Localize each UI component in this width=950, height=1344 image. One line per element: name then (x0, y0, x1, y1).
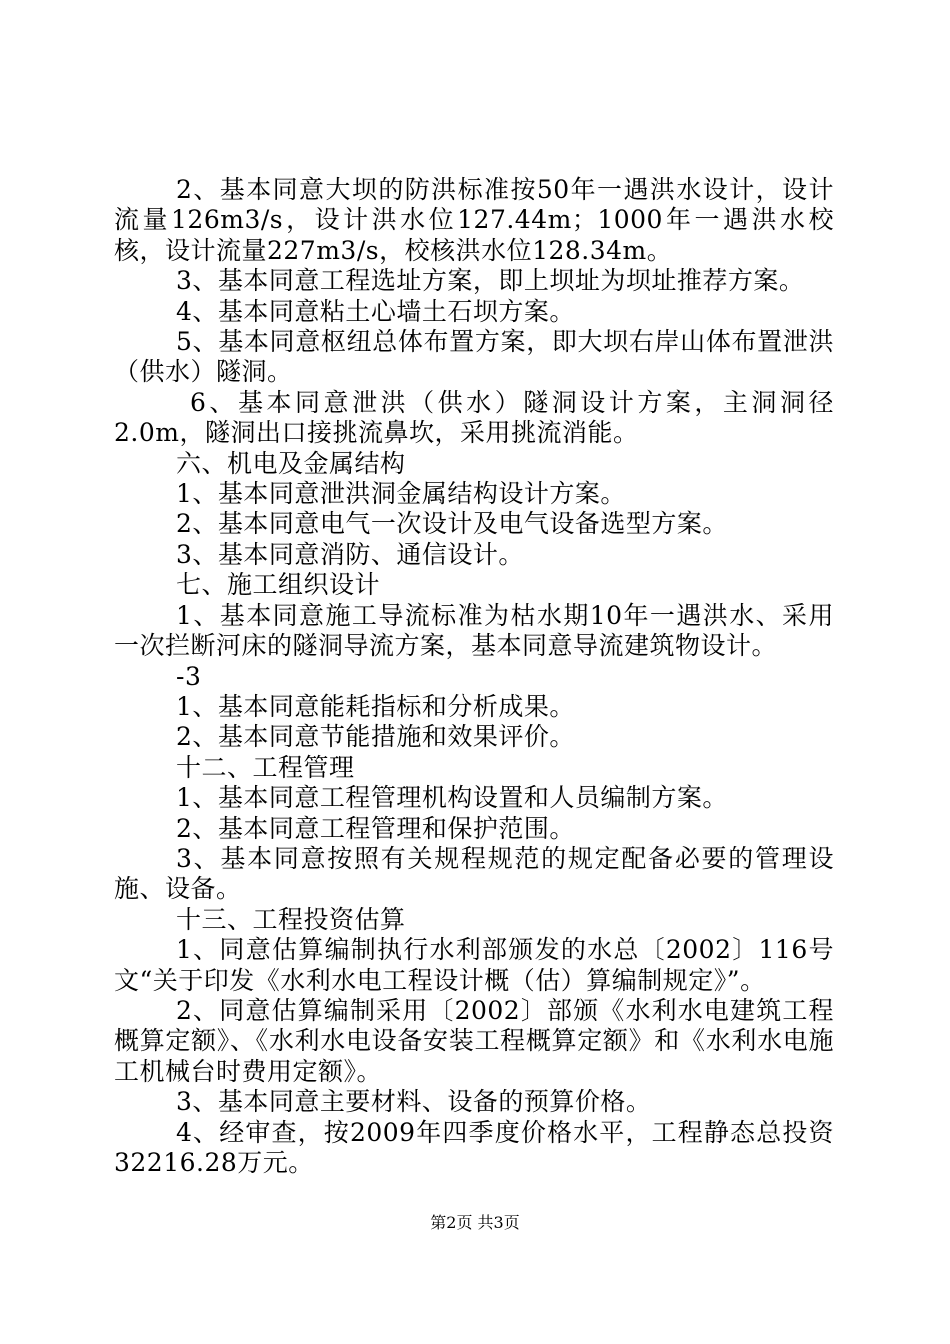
paragraph-hub-layout: 5、基本同意枢纽总体布置方案，即大坝右岸山体布置泄洪（供水）隧洞。 (114, 327, 834, 387)
section-heading-management: 十二、工程管理 (176, 752, 355, 782)
paragraph-dam-type: 4、基本同意粘土心墙土石坝方案。 (176, 296, 575, 326)
paragraph-material-prices: 3、基本同意主要材料、设备的预算价格。 (176, 1087, 652, 1117)
section-heading-construction: 七、施工组织设计 (176, 570, 381, 600)
section-heading-investment: 十三、工程投资估算 (176, 904, 406, 934)
document-body (114, 175, 834, 1178)
paragraph-tunnel-design: 6、基本同意泄洪（供水）隧洞设计方案，主洞洞径2.0m，隧洞出口接挑流鼻坎，采用挑流消能。 (114, 387, 834, 448)
paragraph-estimate-rules: 1、同意估算编制执行水利部颁发的水总〔2002〕116号文“关于印发《水利水电工程设计概（估）算编制规定》”。 (114, 935, 834, 995)
paragraph-estimate-quotas: 2、同意估算编制采用〔2002〕部颁《水利水电建筑工程概算定额》、《水利水电设备安装工程概算定额》和《水利水电施工机械台时费用定额》。 (114, 995, 834, 1086)
paragraph-site-selection: 3、基本同意工程选址方案，即上坝址为坝址推荐方案。 (176, 266, 805, 296)
paragraph-total-investment: 4、经审查，按2009年四季度价格水平，工程静态总投资32216.28万元。 (114, 1117, 834, 1177)
paragraph-electrical: 2、基本同意电气一次设计及电气设备选型方案。 (176, 509, 728, 539)
page-footer: 第2页 共3页 (430, 1213, 520, 1232)
paragraph-diversion: 1、基本同意施工导流标准为枯水期10年一遇洪水、采用一次拦断河床的隧洞导流方案，基本同意导流建筑物设计。 (114, 600, 834, 661)
paragraph-management-organization: 1、基本同意工程管理机构设置和人员编制方案。 (176, 783, 728, 813)
paragraph-management-facilities: 3、基本同意按照有关规程规范的规定配备必要的管理设施、设备。 (114, 843, 834, 904)
section-heading-electromechanical: 六、机电及金属结构 (176, 448, 406, 478)
paragraph-energy-measures: 2、基本同意节能措施和效果评价。 (176, 722, 575, 752)
paragraph-flood-standard: 2、基本同意大坝的防洪标准按50年一遇洪水设计，设计流量126m3/s，设计洪水位127.44m；1000年一遇洪水校核，设计流量227m3/s，校核洪水位128.34m。 (114, 175, 834, 265)
paragraph-fire-communication: 3、基本同意消防、通信设计。 (176, 539, 524, 569)
paragraph-energy-indicators: 1、基本同意能耗指标和分析成果。 (176, 691, 575, 721)
page-marker: -3 (176, 661, 202, 691)
paragraph-management-scope: 2、基本同意工程管理和保护范围。 (176, 813, 575, 843)
paragraph-metal-structure: 1、基本同意泄洪洞金属结构设计方案。 (176, 479, 626, 509)
